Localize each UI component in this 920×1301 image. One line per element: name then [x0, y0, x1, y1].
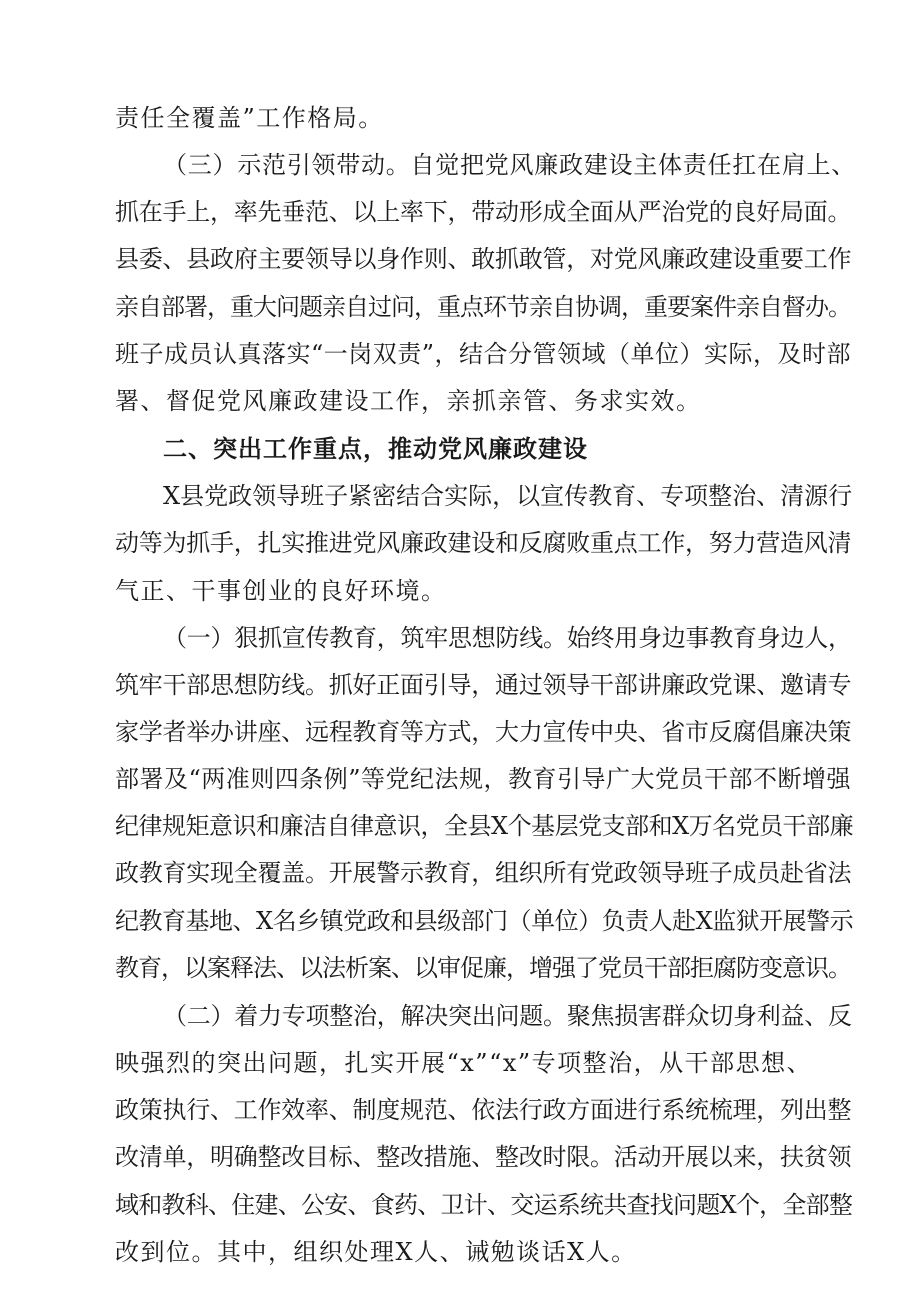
text-line: 抓在手上，率先垂范、以上率下，带动形成全面从严治党的良好局面。 [115, 198, 852, 226]
text-line: 署、督促党风廉政建设工作，亲抓亲管、务求实效。 [115, 387, 702, 415]
text-line: 动等为抓手，扎实推进党风廉政建设和反腐败重点工作，努力营造风清 [115, 529, 852, 557]
text-line: 域和教科、住建、公安、食药、卫计、交运系统共查找问题X个，全部整 [115, 1191, 853, 1219]
text-line: （二）着力专项整治，解决突出问题。聚焦损害群众切身利益、反 [163, 1002, 852, 1030]
text-line: （三）示范引领带动。自觉把党风廉政建设主体责任扛在肩上、 [163, 151, 856, 179]
text-line: 班子成员认真落实“一岗双责”，结合分管领域（单位）实际，及时部 [115, 340, 852, 368]
text-line: 改到位。其中，组织处理X人、诫勉谈话X人。 [115, 1238, 637, 1266]
text-line: 筑牢干部思想防线。抓好正面引导，通过领导干部讲廉政党课、邀请专 [115, 671, 852, 699]
text-line: （一）狠抓宣传教育，筑牢思想防线。始终用身边事教育身边人， [163, 624, 852, 652]
text-line: 家学者举办讲座、远程教育等方式，大力宣传中央、省市反腐倡廉决策 [115, 718, 852, 746]
text-line: 政教育实现全覆盖。开展警示教育，组织所有党政领导班子成员赴省法 [115, 859, 852, 887]
text-line: 亲自部署，重大问题亲自过问，重点环节亲自协调，重要案件亲自督办。 [115, 293, 851, 321]
text-line: 教育，以案释法、以法析案、以审促廉，增强了党员干部拒腐防变意识。 [115, 954, 851, 982]
text-line: X县党政领导班子紧密结合实际，以宣传教育、专项整治、清源行 [163, 482, 853, 510]
text-line: 纪教育基地、X名乡镇党政和县级部门（单位）负责人赴X监狱开展警示 [115, 907, 854, 935]
text-line: 政策执行、工作效率、制度规范、依法行政方面进行系统梳理，列出整 [115, 1096, 852, 1124]
text-line: 纪律规矩意识和廉洁自律意识，全县X个基层党支部和X万名党员干部廉 [115, 812, 854, 840]
text-line: 部署及“两准则四条例”等党纪法规，教育引导广大党员干部不断增强 [115, 765, 852, 793]
text-line: 县委、县政府主要领导以身作则、敢抓敢管，对党风廉政建设重要工作 [115, 245, 852, 273]
text-line: 责任全覆盖”工作格局。 [115, 104, 384, 132]
text-line: 改清单，明确整改目标、整改措施、整改时限。活动开展以来，扶贫领 [115, 1143, 852, 1171]
text-line: 映强烈的突出问题，扎实开展“x”“x”专项整治，从干部思想、 [115, 1049, 813, 1077]
text-line: 气正、干事创业的良好环境。 [115, 577, 447, 605]
section-heading: 二、突出工作重点，推动党风廉政建设 [163, 435, 588, 463]
